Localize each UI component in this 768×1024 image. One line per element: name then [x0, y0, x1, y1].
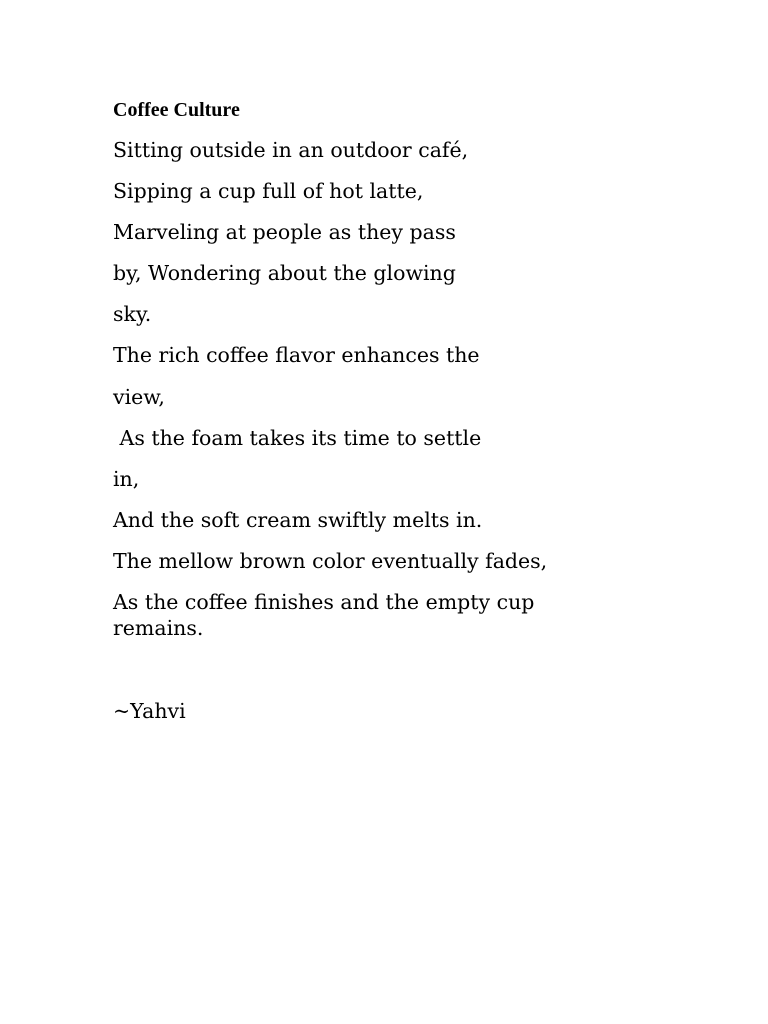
poem-body	[113, 0, 733, 1024]
poem-line: sky.	[113, 302, 152, 326]
poem-line: by, Wondering about the glowing	[113, 261, 456, 285]
poem-line: Sipping a cup full of hot latte,	[113, 179, 424, 203]
poem-line: Marveling at people as they pass	[113, 220, 456, 244]
poem-line: Sitting outside in an outdoor café,	[113, 138, 469, 162]
poem-line: The rich coffee flavor enhances the	[113, 343, 480, 367]
poem-title: Coffee Culture	[113, 99, 240, 121]
poem-line: As the coffee finishes and the empty cup	[113, 590, 535, 614]
poem-line: view,	[113, 385, 165, 409]
poem-line: And the soft cream swiftly melts in.	[113, 508, 483, 532]
poem-line: in,	[113, 467, 140, 491]
poem-line: remains.	[113, 616, 204, 640]
poem-line: The mellow brown color eventually fades,	[113, 549, 548, 573]
author-signature: ~Yahvi	[113, 699, 186, 723]
poem-line: As the foam takes its time to settle	[113, 426, 482, 450]
